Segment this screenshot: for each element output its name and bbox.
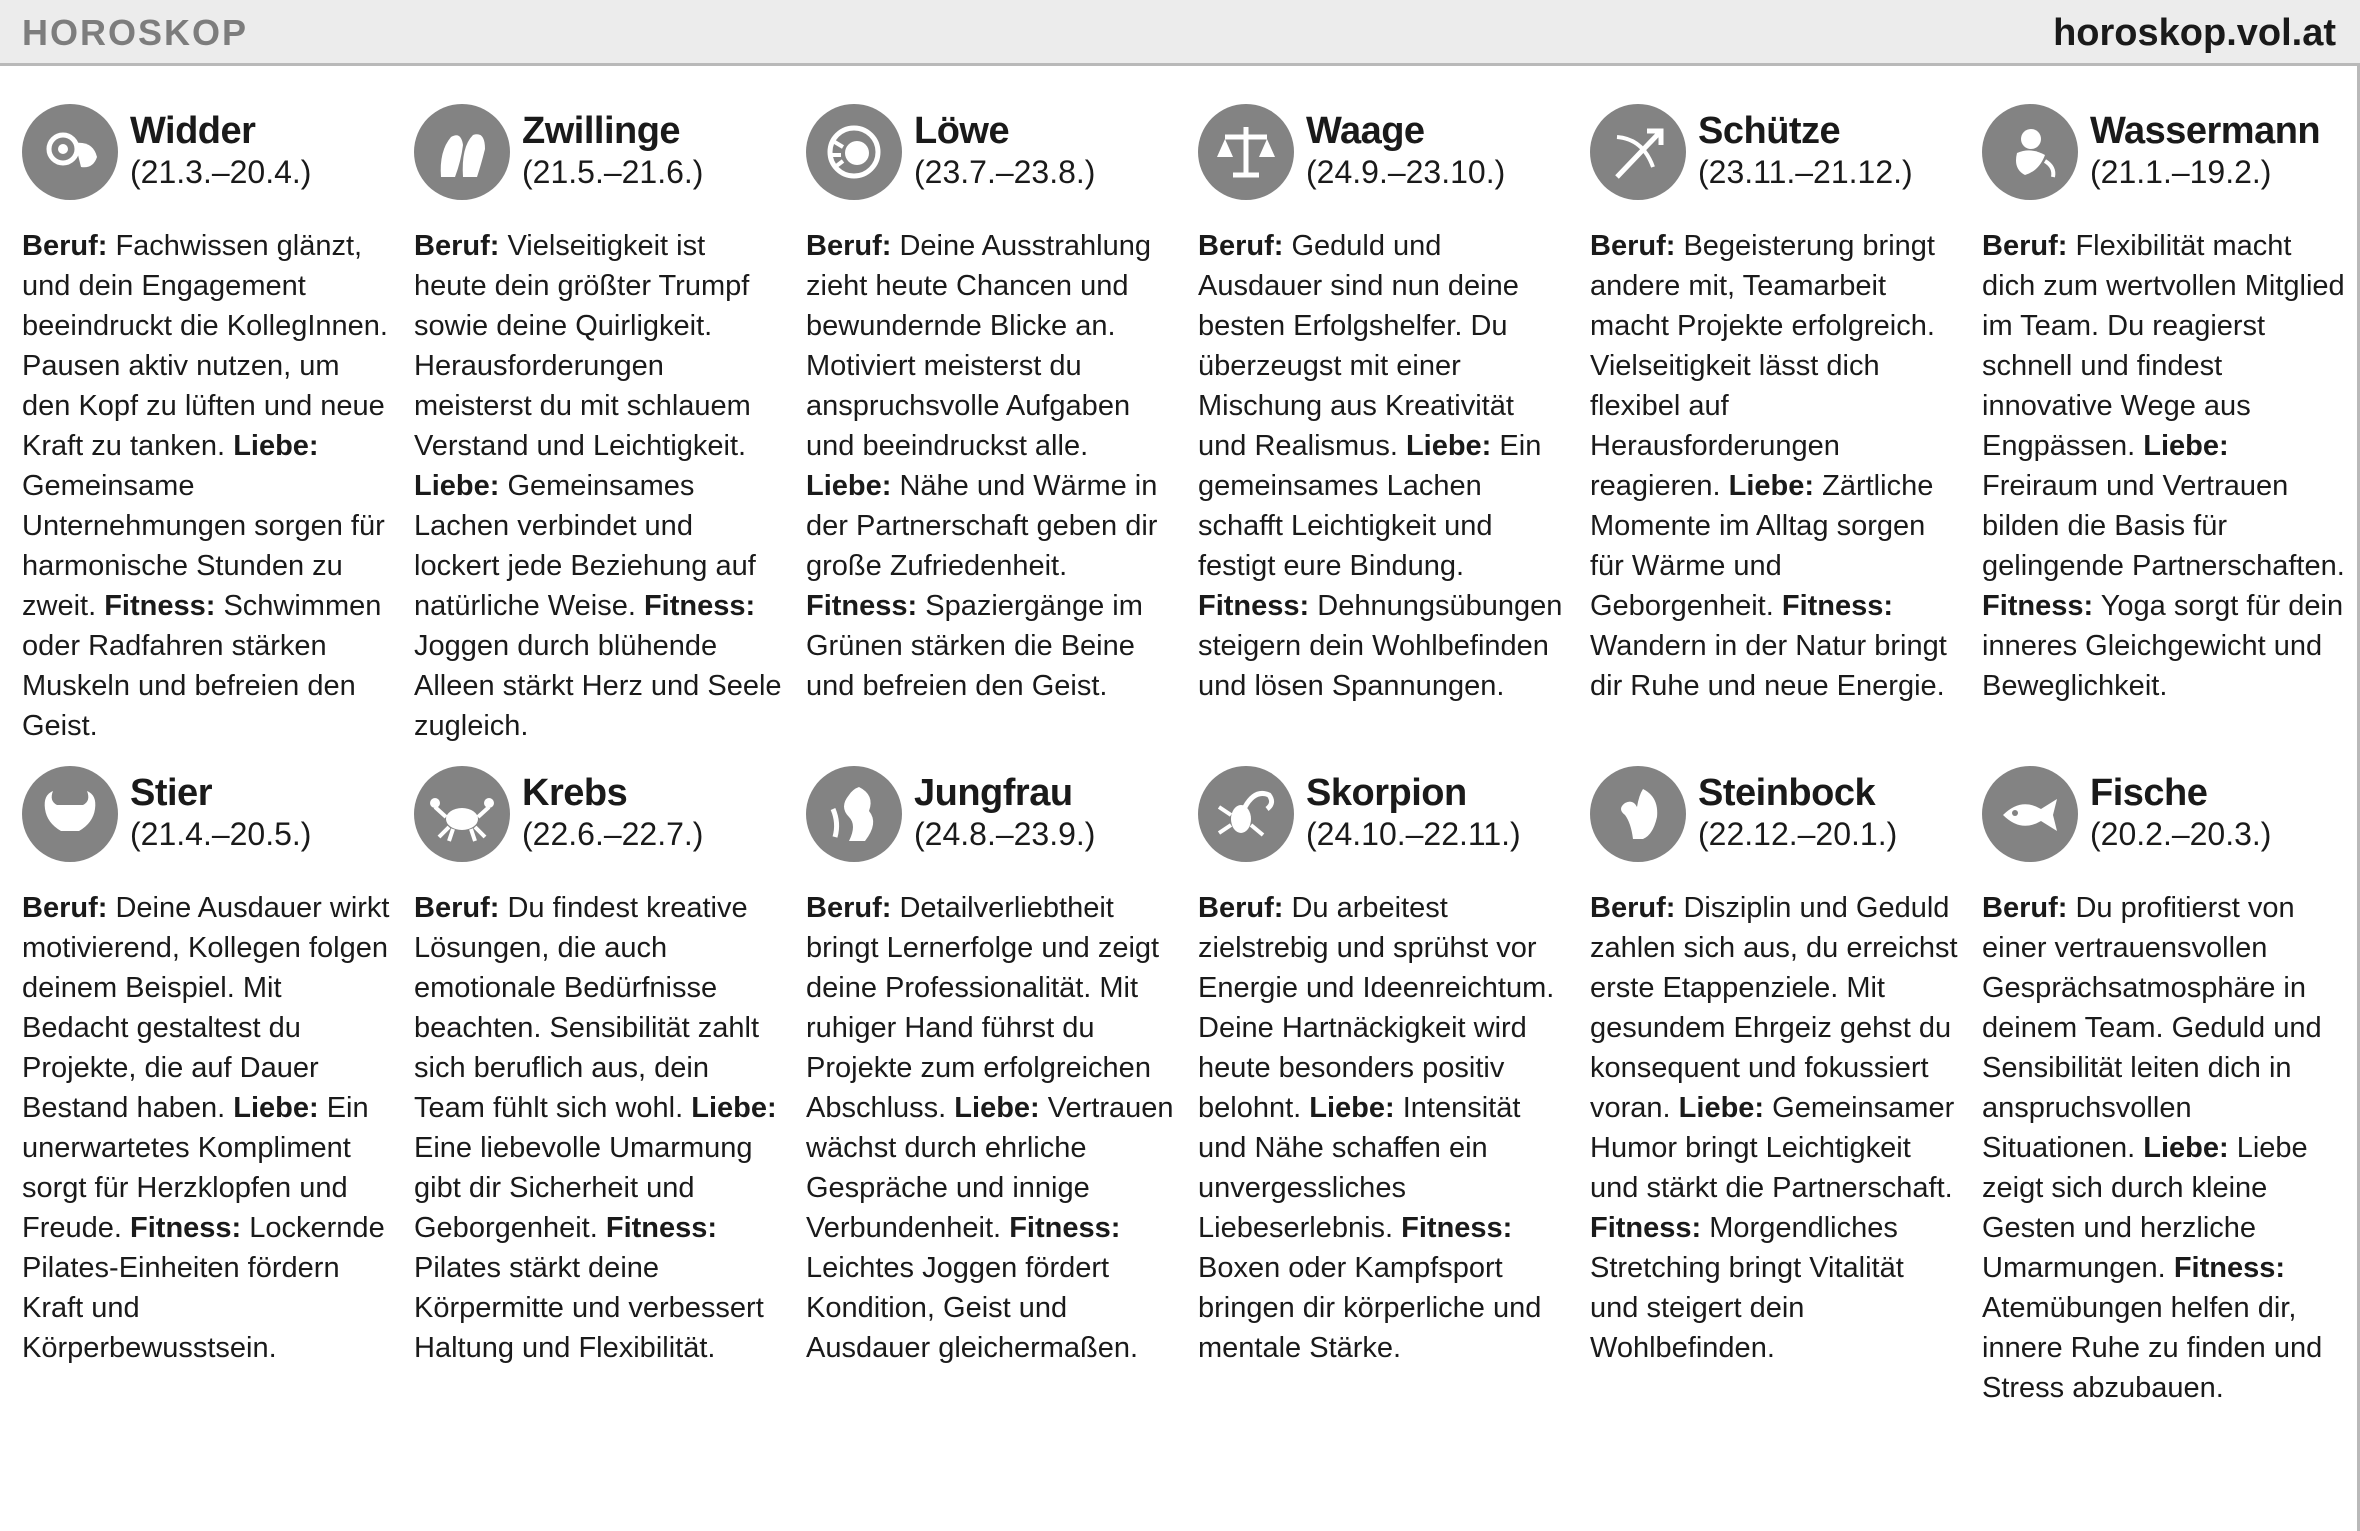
fitness-text: Boxen oder Kampfsport bringen dir körperliche und mentale Stärke. [1198,1252,1542,1364]
liebe-label: Liebe: [1678,1092,1765,1124]
liebe-label: Liebe: [2143,1132,2229,1164]
fitness-label: Fitness: [806,590,918,622]
sign-dates: (23.11.–21.12.) [1698,154,1913,190]
sign-header [414,104,784,208]
liebe-text: Ein gemeinsames Lachen schafft Leichtigkeit und festigt eure Bindung. [1198,430,1542,582]
ibex-icon-glyph [1603,779,1673,849]
sign-text [1982,888,2352,1408]
water-bearer-icon-glyph [1995,117,2065,187]
sign-name: Fische [2090,772,2208,814]
beruf-text: Vielseitigkeit ist heute dein größter Trumpf sowie deine Quirligkeit. Herausforderungen meisterst du mit schlauem Verstand und Leichtigkeit. [414,230,751,462]
archer-icon [1590,104,1686,200]
liebe-label: Liebe: [954,1092,1040,1124]
crab-icon-glyph [427,779,497,849]
liebe-text: Gemeinsame Unternehmungen sorgen für harmonische Stunden zu zweit. [22,470,385,622]
fitness-label: Fitness: [1401,1212,1513,1244]
sign-text [1590,226,1960,706]
sign-name: Schütze [1698,110,1841,152]
lion-icon-glyph [819,117,889,187]
sign-text [22,888,392,1368]
beruf-text: Flexibilität macht dich zum wertvollen Mitglied im Team. Du reagierst schnell und findest innovative Wege aus Engpässen. [1982,230,2345,462]
beruf-label: Beruf: [414,892,500,924]
sign-card-fische [1982,766,2352,1408]
archer-icon-glyph [1603,117,1673,187]
beruf-label: Beruf: [806,230,892,262]
fitness-label: Fitness: [104,590,216,622]
liebe-label: Liebe: [1405,430,1492,462]
sign-dates: (21.1.–19.2.) [2090,154,2272,190]
liebe-label: Liebe: [414,470,500,502]
sign-dates: (23.7.–23.8.) [914,154,1096,190]
sign-text [1982,226,2352,706]
liebe-text: Nähe und Wärme in der Partnerschaft geben dir große Zufriedenheit. [806,470,1158,582]
sign-text [414,888,784,1368]
fitness-text: Wandern in der Natur bringt dir Ruhe und neue Energie. [1590,630,1947,702]
fitness-text: Atemübungen helfen dir, innere Ruhe zu finden und Stress abzubauen. [1982,1292,2323,1404]
sign-header [1198,766,1568,870]
sign-header [1590,104,1960,208]
bull-icon [22,766,118,862]
sign-dates: (21.5.–21.6.) [522,154,704,190]
liebe-text: Liebe zeigt sich durch kleine Gesten und herzliche Umarmungen. [1982,1132,2308,1284]
liebe-label: Liebe: [2143,430,2229,462]
beruf-text: Fachwissen glänzt, und dein Engagement beeindruckt die KollegInnen. Pausen aktiv nutzen, um den Kopf zu lüften und neue Kraft zu tanken. [22,230,388,462]
beruf-label: Beruf: [1590,892,1676,924]
sign-card-zwillinge [414,104,784,746]
water-bearer-icon [1982,104,2078,200]
sign-text [22,226,392,746]
beruf-label: Beruf: [1982,230,2068,262]
beruf-text: Deine Ausdauer wirkt motivierend, Kollegen folgen deinem Beispiel. Mit Bedacht gestaltest du Projekte, die auf Dauer Bestand haben. [22,892,390,1124]
sign-header [1198,104,1568,208]
liebe-label: Liebe: [1728,470,1815,502]
twins-icon [414,104,510,200]
liebe-text: Freiraum und Vertrauen bilden die Basis für gelingende Partnerschaften. [1982,470,2345,582]
sign-card-steinbock [1590,766,1960,1408]
section-title: HOROSKOP [22,12,249,53]
lion-icon [806,104,902,200]
sign-name: Krebs [522,772,628,814]
beruf-text: Du findest kreative Lösungen, die auch emotionale Bedürfnisse beachten. Sensibilität zahlt sich beruflich aus, dein Team fühlt sich wohl. [414,892,759,1124]
sign-dates: (20.2.–20.3.) [2090,816,2272,852]
liebe-label: Liebe: [691,1092,777,1124]
scorpion-icon [1198,766,1294,862]
sign-header [1982,104,2352,208]
beruf-text: Geduld und Ausdauer sind nun deine besten Erfolgshelfer. Du überzeugst mit einer Mischung aus Kreativität und Realismus. [1198,230,1519,462]
sign-card-widder [22,104,392,746]
sign-card-wassermann [1982,104,2352,746]
sign-card-schütze [1590,104,1960,746]
ram-icon [22,104,118,200]
beruf-label: Beruf: [22,892,108,924]
sign-text [414,226,784,746]
sign-name: Stier [130,772,212,814]
fitness-text: Schwimmen oder Radfahren stärken Muskeln und befreien den Geist. [22,590,382,742]
sign-name: Steinbock [1698,772,1876,814]
sign-dates: (24.9.–23.10.) [1306,154,1506,190]
bull-icon-glyph [35,779,105,849]
fitness-label: Fitness: [2173,1252,2285,1284]
virgin-icon-glyph [819,779,889,849]
beruf-label: Beruf: [1198,230,1284,262]
sign-card-jungfrau [806,766,1176,1408]
twins-icon-glyph [427,117,497,187]
beruf-text: Disziplin und Geduld zahlen sich aus, du erreichst erste Etappenziele. Mit gesundem Ehrgeiz gehst du konsequent und fokussiert voran. [1590,892,1958,1124]
sign-name: Waage [1306,110,1425,152]
sign-header [1982,766,2352,870]
sign-grid [22,104,2345,1408]
fitness-text: Lockernde Pilates-Einheiten fördern Kraft und Körperbewusstsein. [22,1212,385,1364]
fish-icon [1982,766,2078,862]
scales-icon [1198,104,1294,200]
fitness-label: Fitness: [1198,590,1310,622]
fitness-text: Morgendliches Stretching bringt Vitalität und steigert dein Wohlbefinden. [1590,1212,1904,1364]
beruf-text: Deine Ausstrahlung zieht heute Chancen und bewundernde Blicke an. Motiviert meisterst du anspruchsvolle Aufgaben und beeindruckst alle. [806,230,1151,462]
fitness-label: Fitness: [1781,590,1894,622]
fitness-text: Spaziergänge im Grünen stärken die Beine und befreien den Geist. [806,590,1143,702]
fitness-text: Dehnungsübungen steigern dein Wohlbefinden und lösen Spannungen. [1198,590,1563,702]
liebe-text: Intensität und Nähe schaffen ein unvergessliches Liebeserlebnis. [1198,1092,1521,1244]
sign-card-waage [1198,104,1568,746]
beruf-label: Beruf: [1590,230,1676,262]
liebe-text: Gemeinsames Lachen verbindet und lockert jede Beziehung auf natürliche Weise. [414,470,756,622]
beruf-label: Beruf: [806,892,892,924]
sign-card-krebs [414,766,784,1408]
fitness-label: Fitness: [605,1212,718,1244]
fitness-label: Fitness: [130,1212,242,1244]
beruf-label: Beruf: [1982,892,2068,924]
liebe-label: Liebe: [233,1092,319,1124]
sign-name: Widder [130,110,256,152]
sign-name: Löwe [914,110,1010,152]
fitness-text: Joggen durch blühende Alleen stärkt Herz und Seele zugleich. [414,630,782,742]
site-url: horoskop.vol.at [2053,12,2336,54]
sign-header [22,104,392,208]
sign-card-löwe [806,104,1176,746]
beruf-text: Du profitierst von einer vertrauensvollen Gesprächsatmosphäre in deinem Team. Geduld und Sensibilität leiten dich in anspruchsvollen Situationen. [1982,892,2322,1164]
fitness-label: Fitness: [643,590,756,622]
sign-name: Skorpion [1306,772,1467,814]
fitness-text: Yoga sorgt für dein inneres Gleichgewicht und Beweglichkeit. [1982,590,2344,702]
fitness-label: Fitness: [1982,590,2094,622]
scales-icon-glyph [1211,117,1281,187]
sign-dates: (24.10.–22.11.) [1306,816,1521,852]
liebe-text: Zärtliche Momente im Alltag sorgen für Wärme und Geborgenheit. [1590,470,1934,622]
sign-card-stier [22,766,392,1408]
sign-header [22,766,392,870]
beruf-text: Detailverliebtheit bringt Lernerfolge und zeigt deine Professionalität. Mit ruhiger Hand führst du Projekte zum erfolgreichen Abschluss. [806,892,1160,1124]
sign-dates: (21.3.–20.4.) [130,154,312,190]
liebe-text: Eine liebevolle Umarmung gibt dir Sicherheit und Geborgenheit. [414,1132,753,1244]
virgin-icon [806,766,902,862]
sign-text [1198,888,1568,1368]
liebe-text: Ein unerwartetes Kompliment sorgt für Herzklopfen und Freude. [22,1092,369,1244]
header-bar [0,0,2360,66]
sign-text [806,888,1176,1368]
beruf-text: Begeisterung bringt andere mit, Teamarbeit macht Projekte erfolgreich. Vielseitigkeit lässt dich flexibel auf Herausforderungen reagieren. [1590,230,1935,502]
scorpion-icon-glyph [1211,779,1281,849]
fitness-label: Fitness: [1590,1212,1702,1244]
sign-name: Wassermann [2090,110,2321,152]
sign-header [1590,766,1960,870]
sign-dates: (22.12.–20.1.) [1698,816,1898,852]
liebe-label: Liebe: [233,430,319,462]
liebe-text: Gemeinsamer Humor bringt Leichtigkeit und stärkt die Partnerschaft. [1590,1092,1955,1204]
liebe-label: Liebe: [806,470,892,502]
sign-name: Zwillinge [522,110,681,152]
sign-card-skorpion [1198,766,1568,1408]
sign-header [806,104,1176,208]
crab-icon [414,766,510,862]
fitness-text: Leichtes Joggen fördert Kondition, Geist und Ausdauer gleichermaßen. [806,1252,1139,1364]
ram-icon-glyph [35,117,105,187]
sign-text [1198,226,1568,706]
sign-dates: (24.8.–23.9.) [914,816,1096,852]
liebe-label: Liebe: [1309,1092,1395,1124]
fitness-label: Fitness: [1009,1212,1121,1244]
sign-text [806,226,1176,706]
beruf-label: Beruf: [1198,892,1284,924]
ibex-icon [1590,766,1686,862]
fitness-text: Pilates stärkt deine Körpermitte und verbessert Haltung und Flexibilität. [414,1252,764,1364]
beruf-text: Du arbeitest zielstrebig und sprühst vor Energie und Ideenreichtum. Deine Hartnäckigkeit wird heute besonders positiv belohnt. [1198,892,1555,1124]
sign-text [1590,888,1960,1368]
sign-header [414,766,784,870]
beruf-label: Beruf: [22,230,108,262]
sign-dates: (21.4.–20.5.) [130,816,312,852]
sign-dates: (22.6.–22.7.) [522,816,704,852]
beruf-label: Beruf: [414,230,500,262]
sign-header [806,766,1176,870]
liebe-text: Vertrauen wächst durch ehrliche Gespräche und innige Verbundenheit. [806,1092,1174,1244]
fish-icon-glyph [1995,779,2065,849]
sign-name: Jungfrau [914,772,1073,814]
